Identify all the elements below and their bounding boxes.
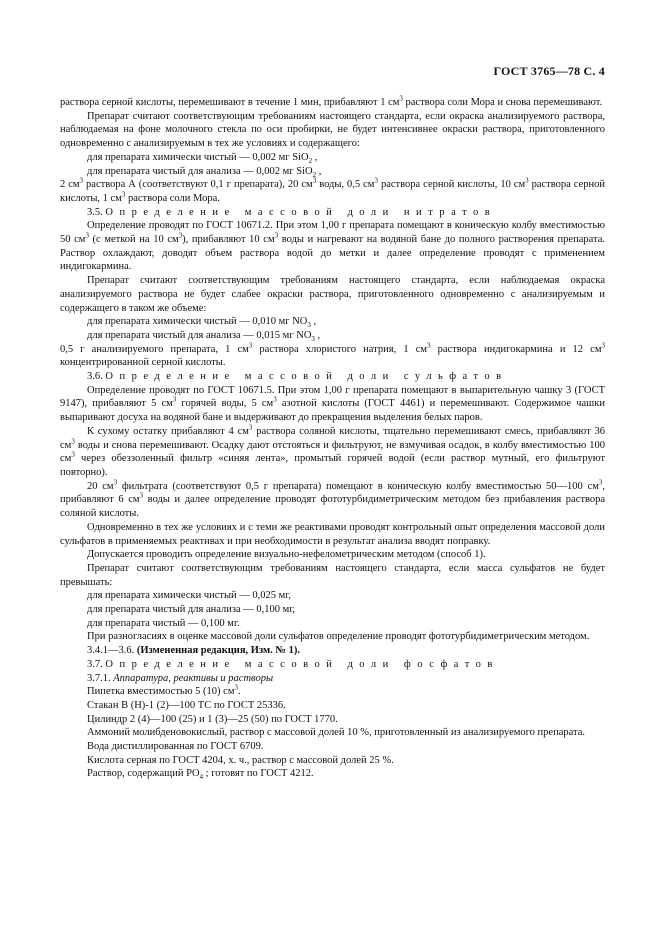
paragraph: Определение проводят по ГОСТ 10671.5. При этом 1,00 г препарата помещают в выпарительную чашку 3 (ГОСТ 9147), прибавляют 5 $см^3$ горячей воды, 5 $см^3$ азотной кислоты (ГОСТ 4461) и перемешивают. Содержимое чашки выпаривают досуха на водяной бане и выдерживают до прекращения выделения белых паров. [60,384,605,424]
paragraph: Кислота серная по ГОСТ 4204, х. ч., раствор с массовой долей 25 %. [87,754,394,766]
paragraph: 0,5 г анализируемого препарата, 1 $см^3$ раствора хлористого натрия, 1 $см^3$ раствора индигокармина и 12 $см^3$ концентрированной серной кислоты. [60,341,605,369]
page-header: ГОСТ 3765—78 С. 4 [493,64,605,78]
paragraph: 3.5. Определение массовой доли нитратов [87,206,497,218]
paragraph: для препарата чистый — 0,100 мг. [87,617,240,629]
paragraph: раствора серной кислоты, перемешивают в течение 1 мин, прибавляют 1 $см^3$ раствора соли Мора и снова перемешивают. [60,94,603,108]
paragraph: для препарата химически чистый — 0,025 мг, [87,590,292,602]
paragraph: 3.7. Определение массовой доли фосфатов [87,658,499,670]
paragraph: Допускается проводить определение визуально-нефелометрическим методом (способ 1). [87,549,486,561]
paragraph: для препарата чистый для анализа — 0,015 мг $NO_3$ , [87,329,321,344]
paragraph: Препарат считают соответствующим требованиям настоящего стандарта, если масса сульфатов не будет превышать: [60,562,605,588]
paragraph: 20 $см^3$ фильтрата (соответствуют 0,5 г препарата) помещают в коническую колбу вместимостью 50—100 $см^3$, прибавляют 6 $см^3$ воды и далее определение проводят фототурбидиметрическим методом без прибавления раствора соляной кислоты. [60,478,605,520]
paragraph: для препарата химически чистый — 0,002 мг SiO$_2$ , [87,151,318,165]
paragraph: При разногласиях в оценке массовой доли сульфатов определение проводят фототурбидиметрическим методом. [87,631,590,643]
paragraph: Определение проводят по ГОСТ 10671.2. При этом 1,00 г препарата помещают в коническую колбу вместимостью 50 $см^3$ (с меткой на 10 $см^3$), прибавляют 10 $см^3$ воды и нагревают на водяной бане до полного растворения препарата. Раствор охлаждают, доводят объем раствора водой до метки и далее определение проводят с применением индигокармина. [60,220,605,273]
paragraph: Цилиндр 2 (4)—100 (25) и 1 (3)—25 (50) по ГОСТ 1770. [87,713,338,725]
paragraph: К сухому остатку прибавляют 4 $см^3$ раствора соляной кислоты, тщательно перемешивают смесь, прибавляют 36 $см^3$ воды и снова перемешивают. Осадку дают отстояться и фильтруют, не взмучивая осадок, в колбу вместимостью 100 $см^3$ через обеззоленный фильтр «синяя лента», промытый горячей водой (если раствор мутный, его фильтруют повторно). [60,423,605,478]
paragraph: 3.4.1—3.6. (Измененная редакция, Изм. № 1). [87,645,300,657]
paragraph: Стакан В (Н)-1 (2)—100 ТС по ГОСТ 25336. [87,699,286,711]
paragraph: для препарата чистый для анализа — 0,002 мг SiO$_2$ , [87,165,322,179]
paragraph: Пипетка вместимостью 5 (10) $см^3$. [87,683,241,698]
paragraph: для препарата чистый для анализа — 0,100 мг, [87,604,296,616]
paragraph: для препарата химически чистый — 0,010 мг $NO_3$ , [87,316,317,330]
paragraph: Одновременно в тех же условиях и с теми же реактивами проводят контрольный опыт определения массовой доли сульфатов в применяемых реактивах и при необходимости в результат анализа вводят поправку. [60,521,605,547]
paragraph: Препарат считают соответствующим требованиям настоящего стандарта, если окраска анализируемого раствора, наблюдаемая на фоне молочного стекла по оси пробирки, не будет интенсивнее окраски раствора, приготовленного одновременно с анализируемым в тех же условиях и содержащего: [60,110,605,150]
paragraph: 2 $см^3$ раствора А (соответствуют 0,1 г препарата), 20 $см^3$ воды, 0,5 $см^3$ раствора серной кислоты, 10 $см^3$ раствора серной кислоты, 1 $см^3$ раствора соли Мора. [60,176,605,204]
paragraph: Раствор, содержащий $PO_4$ ; готовят по ГОСТ 4212. [87,768,314,782]
document-body [60,96,605,781]
paragraph: Вода дистиллированная по ГОСТ 6709. [87,741,264,753]
paragraph: Аммоний молибденовокислый, раствор с массовой долей 10 %, приготовленный из анализируемого препарата. [87,727,586,739]
paragraph: Препарат считают соответствующим требованиям настоящего стандарта, если наблюдаемая окраска анализируемого раствора не будет слабее окраски раствора, приготовленного одновременно с анализируемым и содержащего в таком же объеме: [60,275,605,314]
paragraph: 3.7.1. Аппаратура, реактивы и растворы [87,672,274,684]
paragraph: 3.6. Определение массовой доли сульфатов [87,371,508,383]
